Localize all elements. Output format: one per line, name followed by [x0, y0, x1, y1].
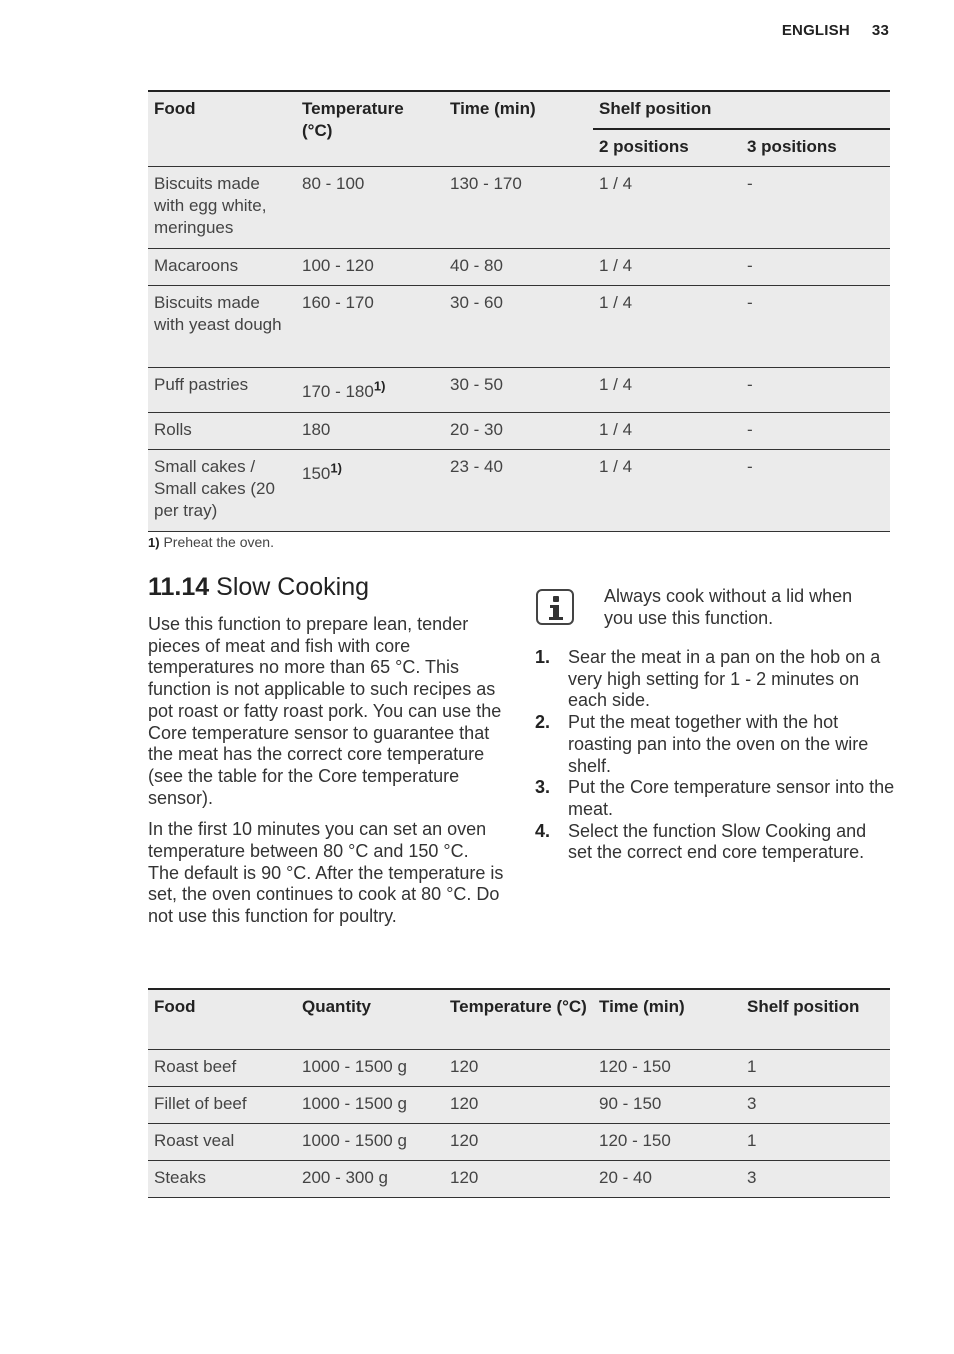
- step-number: 1.: [535, 647, 551, 667]
- step-text: Select the function Slow Cooking and set the correct end core temperature.: [568, 820, 867, 863]
- header-shelf-position: Shelf position: [593, 91, 890, 129]
- section-body: [148, 614, 504, 938]
- cell-2-positions: 1 / 4: [593, 286, 741, 368]
- paragraph: Use this function to prepare lean, tender pieces of meat and fish with core temperatures no more than 65 °C. This function is not applicable to such recipes as pot roast or fatty roast pork. You can use the Core temperature sensor to guarantee that the meat has the correct core temperature (see the table for the Core temperature sensor).: [148, 614, 502, 808]
- baking-table: [148, 90, 890, 532]
- cell-3-positions: -: [741, 413, 890, 450]
- table-row: [148, 167, 890, 249]
- cell-food: Fillet of beef: [148, 1086, 296, 1123]
- cell-quantity: 1000 - 1500 g: [296, 1123, 444, 1160]
- table-row: [148, 249, 890, 286]
- cell-shelf: 3: [741, 1086, 890, 1123]
- cell-temp-value: 150: [302, 464, 331, 483]
- cell-temp-value: 170 - 180: [302, 382, 374, 401]
- language-label: ENGLISH: [781, 22, 850, 39]
- table-row: [148, 1123, 890, 1160]
- cell-time: 23 - 40: [444, 450, 593, 532]
- cell-2-positions: 1 / 4: [593, 413, 741, 450]
- table-row: [148, 1086, 890, 1123]
- table-row: [148, 1160, 890, 1197]
- cell-food: Small cakes / Small cakes (20 per tray): [148, 450, 296, 532]
- info-icon: [536, 589, 574, 625]
- cell-3-positions: -: [741, 368, 890, 413]
- list-item: [535, 821, 895, 864]
- footnote-marker: 1): [373, 378, 386, 394]
- cell-temp: [296, 450, 444, 532]
- cell-food: Puff pastries: [148, 368, 296, 413]
- header-temperature: Temperature (°C): [444, 989, 593, 1049]
- cell-time: 30 - 60: [444, 286, 593, 368]
- cell-temp: 120: [444, 1049, 593, 1086]
- cell-food: Roast veal: [148, 1123, 296, 1160]
- table-row: [148, 1049, 890, 1086]
- cell-temp: 180: [296, 413, 444, 450]
- page-header: [782, 22, 889, 39]
- cell-2-positions: 1 / 4: [593, 450, 741, 532]
- cell-2-positions: 1 / 4: [593, 249, 741, 286]
- page-number: 33: [871, 22, 889, 39]
- step-number: 4.: [535, 820, 551, 841]
- cell-time: 130 - 170: [444, 167, 593, 249]
- header-temperature: Temperature (°C): [296, 91, 444, 167]
- list-item: [535, 712, 895, 777]
- header-food: Food: [148, 989, 296, 1049]
- info-text: Always cook without a lid when you use this function.: [604, 586, 853, 628]
- cell-temp: 120: [444, 1160, 593, 1197]
- cell-food: Biscuits made with egg white, meringues: [148, 167, 296, 249]
- header-quantity: Quantity: [296, 989, 444, 1049]
- cell-time: 20 - 40: [593, 1160, 741, 1197]
- step-text: Put the Core temperature sensor into the meat.: [568, 777, 895, 819]
- slow-cooking-table: [148, 988, 890, 1198]
- cell-temp: [296, 368, 444, 413]
- cell-shelf: 1: [741, 1049, 890, 1086]
- cell-temp: 80 - 100: [296, 167, 444, 249]
- cell-shelf: 3: [741, 1160, 890, 1197]
- cell-temp: 120: [444, 1123, 593, 1160]
- table-header-row: [148, 989, 890, 1049]
- cell-temp: 100 - 120: [296, 249, 444, 286]
- footnote-marker: 1): [330, 460, 342, 476]
- table-row: [148, 450, 890, 532]
- cell-quantity: 1000 - 1500 g: [296, 1086, 444, 1123]
- cell-shelf: 1: [741, 1123, 890, 1160]
- header-2-positions: 2 positions: [593, 129, 741, 167]
- cell-quantity: 200 - 300 g: [296, 1160, 444, 1197]
- cell-2-positions: 1 / 4: [593, 167, 741, 249]
- cell-food: Roast beef: [148, 1049, 296, 1086]
- step-text: Sear the meat in a pan on the hob on a very high setting for 1 - 2 minutes on each side.: [568, 647, 881, 711]
- table-row: [148, 368, 890, 413]
- header-time: Time (min): [593, 989, 741, 1049]
- paragraph: In the first 10 minutes you can set an oven temperature between 80 °C and 150 °C. The default is 90 °C. After the temperature is set, the oven continues to cook at 80 °C. Do not use this function for poultry.: [148, 819, 504, 927]
- cell-3-positions: -: [741, 286, 890, 368]
- cell-time: 20 - 30: [444, 413, 593, 450]
- list-item: [535, 777, 895, 820]
- header-shelf-position: Shelf position: [741, 989, 890, 1049]
- cell-time: 120 - 150: [593, 1123, 741, 1160]
- table-footnote: [148, 534, 274, 550]
- cell-time: 120 - 150: [593, 1049, 741, 1086]
- cell-3-positions: -: [741, 249, 890, 286]
- cell-2-positions: 1 / 4: [593, 368, 741, 413]
- cell-3-positions: -: [741, 450, 890, 532]
- step-text: Put the meat together with the hot roasting pan into the oven on the wire shelf.: [568, 712, 869, 776]
- cell-temp: 120: [444, 1086, 593, 1123]
- cell-time: 40 - 80: [444, 249, 593, 286]
- header-3-positions: 3 positions: [741, 129, 890, 167]
- steps-list: [535, 647, 895, 864]
- cell-food: Macaroons: [148, 249, 296, 286]
- footnote-mark: 1): [148, 535, 160, 550]
- list-item: [535, 647, 895, 712]
- cell-food: Rolls: [148, 413, 296, 450]
- table-row: [148, 413, 890, 450]
- cell-time: 90 - 150: [593, 1086, 741, 1123]
- cell-quantity: 1000 - 1500 g: [296, 1049, 444, 1086]
- section-title: [148, 573, 369, 602]
- table-header-row: [148, 91, 890, 129]
- cell-3-positions: -: [741, 167, 890, 249]
- cell-time: 30 - 50: [444, 368, 593, 413]
- table-row: [148, 286, 890, 368]
- step-number: 2.: [535, 712, 551, 733]
- cell-food: Biscuits made with yeast dough: [148, 286, 296, 368]
- cell-temp: 160 - 170: [296, 286, 444, 368]
- cell-food: Steaks: [148, 1160, 296, 1197]
- section-number: 11.14: [148, 573, 210, 601]
- step-number: 3.: [535, 777, 551, 798]
- header-time: Time (min): [444, 91, 593, 167]
- section-name: Slow Cooking: [216, 573, 369, 601]
- footnote-text: Preheat the oven.: [163, 534, 274, 550]
- header-food: Food: [148, 91, 296, 167]
